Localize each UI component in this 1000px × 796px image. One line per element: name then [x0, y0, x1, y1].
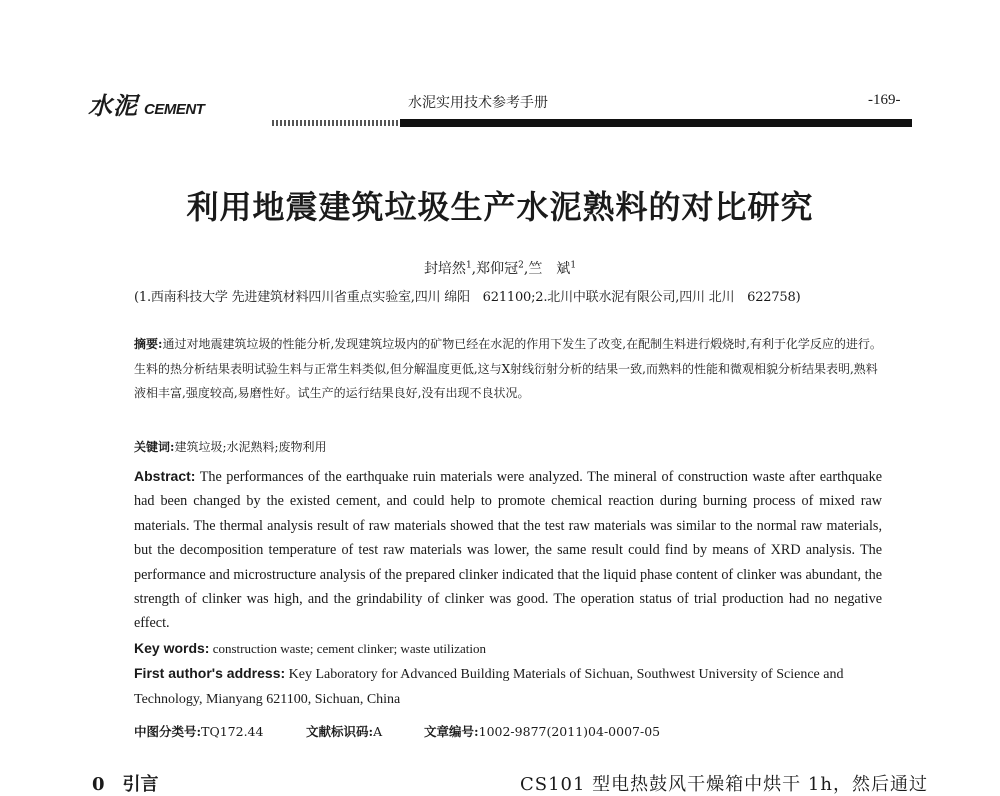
abstract-en-text: The performances of the earthquake ruin materials were analyzed. The mineral of construction waste after earthquake had been changed by the existed cement, and could help to promote chemical reaction during burning process of mixed raw materials. The thermal analysis result of raw materials showed that the test raw materials was similar to the normal raw materials, but the decomposition temperature of test raw materials was lower, the same result could find by means of XRD analysis. The performance and microstructure analysis of the prepared clinker indicated that the liquid phase content of clinker was abundant, the strength of clinker was high, and the grindability of clinker was good. The operation status of trial production had no negative effect. — [134, 469, 882, 632]
author-address — [134, 661, 882, 712]
keywords-cn-text: 建筑垃圾;水泥熟料;废物利用 — [174, 440, 327, 454]
header-rule — [400, 119, 912, 127]
keywords-cn — [134, 438, 886, 455]
document-code — [306, 722, 382, 740]
keywords-en-text: construction waste; cement clinker; waste utilization — [212, 641, 486, 656]
affiliation: (1.西南科技大学 先进建筑材料四川省重点实验室,四川 绵阳 621100;2.北川中联水泥有限公司,四川 北川 622758) — [134, 290, 801, 305]
article-no-value: 1002-9877(2011)04-0007-05 — [478, 724, 661, 739]
address-label: First author's address: — [134, 665, 286, 681]
keywords-cn-label: 关键词: — [134, 440, 175, 454]
logo-en: CEMENT — [144, 101, 205, 118]
author-name: 郑仰冠 — [476, 261, 519, 277]
logo-cn: 水泥 — [88, 91, 138, 120]
clc-label: 中图分类号: — [134, 724, 202, 739]
clc-value: TQ172.44 — [201, 724, 264, 739]
abstract-cn-label: 摘要: — [134, 337, 163, 351]
abstract-en-label: Abstract: — [134, 468, 196, 484]
section-heading: 0 引言 — [92, 774, 159, 795]
article-number — [424, 722, 660, 740]
header-rule-dotted — [272, 120, 402, 126]
author-name: 封培然 — [423, 261, 466, 277]
abstract-cn-text: 通过对地震建筑垃圾的性能分析,发现建筑垃圾内的矿物已经在水泥的作用下发生了改变,在配制生料进行煅烧时,有利于化学反应的进行。生料的热分析结果表明试验生料与正常生料类似,但分解温度更低,这与X射线衍射分析的结果一致,而熟料的性能和微观相貌分析结果表明,熟料液相丰富,强度较高,易磨性好。试生产的运行结果良好,没有出现不良状况。 — [134, 337, 882, 400]
journal-logo — [88, 86, 204, 121]
keywords-en-label: Key words: — [134, 640, 210, 656]
keywords-en — [134, 640, 886, 657]
running-title: 水泥实用技术参考手册 — [408, 95, 548, 111]
paper-title: 利用地震建筑垃圾生产水泥熟料的对比研究 — [186, 188, 814, 226]
address-text: Key Laboratory for Advanced Building Materials of Sichuan, Southwest University of Science and Technology, Mianyang 621100, Sichuan, China — [134, 667, 844, 707]
author-affil-mark: 1 — [570, 260, 577, 271]
abstract-cn — [134, 332, 886, 406]
author-name: 竺 斌 — [528, 261, 571, 277]
doc-code-value: A — [373, 724, 383, 739]
doc-code-label: 文献标识码: — [306, 724, 374, 739]
author-affil-mark: 2 — [518, 260, 524, 271]
abstract-en — [134, 464, 882, 636]
author-list: 封培然$^1$,郑仰冠$^2$,竺 斌$^1$ — [423, 260, 577, 277]
page-number: -169- — [868, 92, 901, 108]
article-no-label: 文章编号: — [424, 724, 479, 739]
clc-number — [134, 722, 263, 740]
author-affil-mark: 1 — [465, 260, 472, 271]
body-text-line: CS101 型电热鼓风干燥箱中烘干 1h，然后通过 — [520, 774, 928, 795]
